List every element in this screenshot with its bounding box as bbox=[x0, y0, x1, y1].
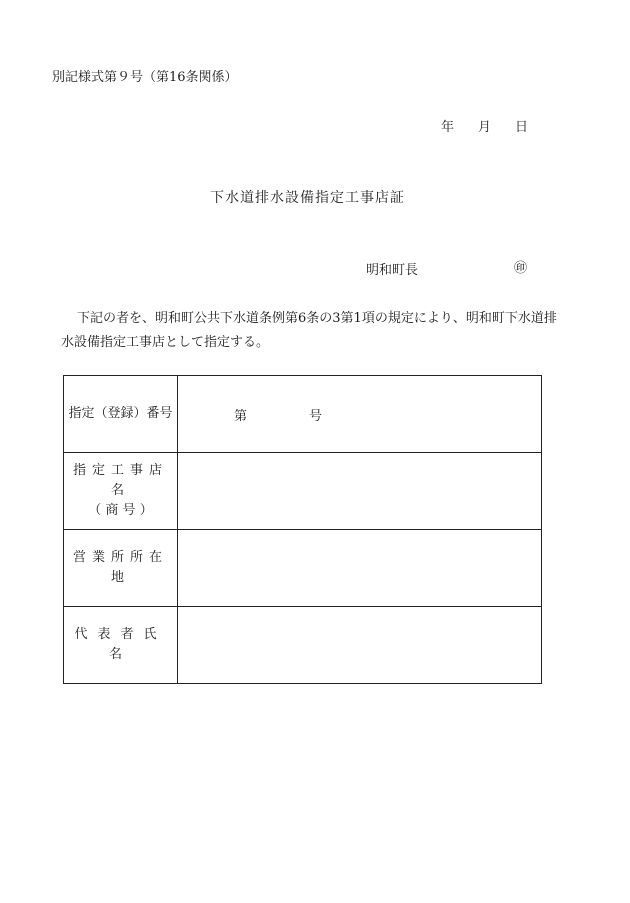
table-row-office-address bbox=[64, 530, 542, 607]
designation-statement-text: 下記の者を、明和町公共下水道条例第6条の3第1項の規定により、明和町下水道排水設備指定工事店として指定する。 bbox=[61, 311, 557, 350]
table-row-registration-number bbox=[64, 376, 542, 453]
form-reference: 別記様式第９号（第16条関係） bbox=[52, 70, 238, 85]
office-address-label: 営業所所在地 bbox=[64, 530, 178, 607]
date-year-label: 年 bbox=[441, 120, 455, 135]
contractor-name-label bbox=[64, 453, 178, 530]
contractor-name-label-line1: 指定工事店名 bbox=[72, 463, 168, 498]
registration-number-label: 指定（登録）番号 bbox=[64, 376, 178, 453]
registration-number-prefix: 第 bbox=[234, 408, 248, 424]
office-address-value bbox=[178, 530, 542, 607]
date-day-label: 日 bbox=[515, 120, 529, 135]
issue-date bbox=[441, 116, 528, 135]
date-month-label: 月 bbox=[478, 120, 492, 135]
contractor-name-label-line2: （ 商 号 ） bbox=[88, 503, 153, 518]
registration-number-value bbox=[178, 376, 542, 453]
registration-number-field bbox=[178, 409, 322, 424]
certificate-table bbox=[63, 375, 542, 684]
table-row-contractor-name bbox=[64, 453, 542, 530]
seal-mark: ㊞ bbox=[514, 261, 528, 276]
document-title: 下水道排水設備指定工事店証 bbox=[210, 190, 405, 206]
representative-name-label: 代表者氏名 bbox=[64, 607, 178, 684]
designation-statement bbox=[61, 307, 561, 355]
table-row-representative-name bbox=[64, 607, 542, 684]
registration-number-suffix: 号 bbox=[309, 408, 323, 424]
representative-name-value bbox=[178, 607, 542, 684]
contractor-name-value bbox=[178, 453, 542, 530]
issuer-name: 明和町長 bbox=[366, 263, 419, 278]
